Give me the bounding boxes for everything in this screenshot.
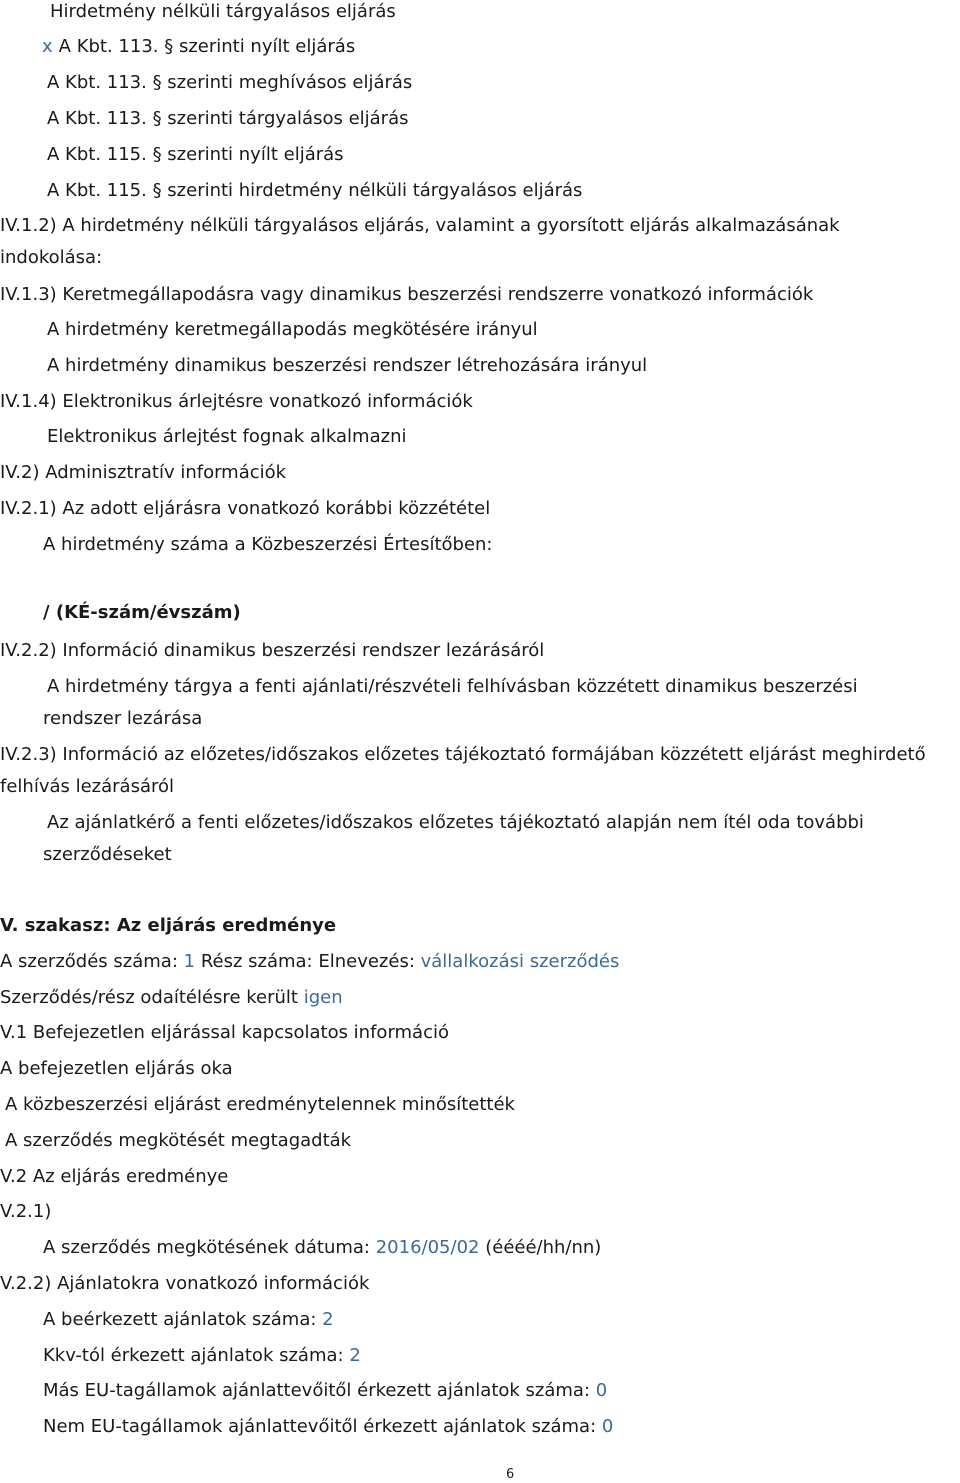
eu-tenders-value: 0	[595, 1380, 608, 1401]
procedure-option-negotiated: Hirdetmény nélküli tárgyalásos eljárás	[50, 1, 396, 22]
dps-closure-line2: rendszer lezárása	[43, 708, 203, 729]
section-v-heading: V. szakasz: Az eljárás eredménye	[0, 915, 337, 936]
contract-date-label: A szerződés megkötésének dátuma:	[43, 1237, 370, 1258]
pin-option-line2: szerződéseket	[43, 844, 172, 865]
selected-mark: x	[42, 36, 53, 57]
procedure-option-115-negotiated: A Kbt. 115. § szerinti hirdetmény nélküli tárgyalásos eljárás	[47, 180, 583, 201]
non-eu-tenders-label: Nem EU-tagállamok ajánlattevőitől érkezett ajánlatok száma:	[43, 1416, 597, 1437]
section-v-2-2-heading: V.2.2) Ajánlatokra vonatkozó információk	[0, 1273, 370, 1294]
section-v-2-1-heading: V.2.1)	[0, 1201, 52, 1222]
non-eu-tenders-value: 0	[601, 1416, 614, 1437]
section-iv-1-2-line1: IV.1.2) A hirdetmény nélküli tárgyalásos eljárás, valamint a gyorsított eljárás alkalmazásának	[0, 215, 840, 236]
section-v-2-heading: V.2 Az eljárás eredménye	[0, 1166, 229, 1187]
eu-tenders-row	[43, 1379, 607, 1403]
contract-number-row	[0, 950, 619, 974]
page-number: 6	[506, 1467, 515, 1482]
sme-tenders-row	[43, 1344, 361, 1368]
part-value: vállalkozási szerződés	[420, 951, 620, 972]
dps-option: A hirdetmény dinamikus beszerzési rendszer létrehozására irányul	[47, 355, 648, 376]
dps-closure-line1: A hirdetmény tárgya a fenti ajánlati/részvételi felhívásban közzétett dinamikus beszerzési	[47, 676, 858, 697]
section-iv-2-heading: IV.2) Adminisztratív információk	[0, 462, 287, 483]
section-iv-1-3-heading: IV.1.3) Keretmegállapodásra vagy dinamikus beszerzési rendszerre vonatkozó információk	[0, 284, 814, 305]
prior-notice-number: / (KÉ-szám/évszám)	[43, 602, 241, 623]
procedure-option-113-negotiated: A Kbt. 113. § szerinti tárgyalásos eljárás	[47, 108, 409, 129]
section-v-1-heading: V.1 Befejezetlen eljárással kapcsolatos információ	[0, 1022, 449, 1043]
sme-tenders-value: 2	[349, 1345, 361, 1366]
procedure-option-113-restricted: A Kbt. 113. § szerinti meghívásos eljárás	[47, 72, 413, 93]
section-iv-2-2-heading: IV.2.2) Információ dinamikus beszerzési rendszer lezárásáról	[0, 640, 545, 661]
section-iv-2-3-line2: felhívás lezárásáról	[0, 776, 175, 797]
awarded-value: igen	[303, 987, 343, 1008]
section-iv-2-3-line1: IV.2.3) Információ az előzetes/időszakos előzetes tájékoztató formájában közzétett eljárást meghirdető	[0, 744, 926, 765]
section-iv-2-1-heading: IV.2.1) Az adott eljárásra vonatkozó korábbi közzététel	[0, 498, 491, 519]
contract-date-format: (éééé/hh/nn)	[485, 1237, 602, 1258]
refused-option: A szerződés megkötését megtagadták	[5, 1130, 352, 1151]
section-iv-1-4-heading: IV.1.4) Elektronikus árlejtésre vonatkozó információk	[0, 391, 473, 412]
eu-tenders-label: Más EU-tagállamok ajánlattevőitől érkezett ajánlatok száma:	[43, 1380, 591, 1401]
procedure-option-113-open: x A Kbt. 113. § szerinti nyílt eljárás	[42, 36, 356, 57]
unfinished-reason-label: A befejezetlen eljárás oka	[0, 1058, 233, 1079]
received-tenders-value: 2	[322, 1309, 334, 1330]
contract-number-label: A szerződés száma:	[0, 951, 178, 972]
received-tenders-label: A beérkezett ajánlatok száma:	[43, 1309, 317, 1330]
procedure-option-115-open: A Kbt. 115. § szerinti nyílt eljárás	[47, 144, 344, 165]
contract-number-value: 1	[183, 951, 196, 972]
awarded-row	[0, 986, 343, 1010]
unsuccessful-option: A közbeszerzési eljárást eredménytelennek minősítették	[5, 1094, 515, 1115]
non-eu-tenders-row	[43, 1415, 613, 1439]
eauction-option: Elektronikus árlejtést fognak alkalmazni	[47, 426, 407, 447]
contract-date-row	[43, 1236, 601, 1260]
section-iv-1-2-line2: indokolása:	[0, 247, 103, 268]
prior-notice-label: A hirdetmény száma a Közbeszerzési Értesítőben:	[43, 534, 493, 555]
pin-option-line1: Az ajánlatkérő a fenti előzetes/időszakos előzetes tájékoztató alapján nem ítél oda további	[47, 812, 864, 833]
awarded-label: Szerződés/rész odaítélésre került	[0, 987, 298, 1008]
received-tenders-row	[43, 1308, 334, 1332]
framework-option: A hirdetmény keretmegállapodás megkötésére irányul	[47, 319, 538, 340]
part-label: Rész száma: Elnevezés:	[200, 951, 415, 972]
contract-date-value: 2016/05/02	[375, 1237, 480, 1258]
sme-tenders-label: Kkv-tól érkezett ajánlatok száma:	[43, 1345, 344, 1366]
